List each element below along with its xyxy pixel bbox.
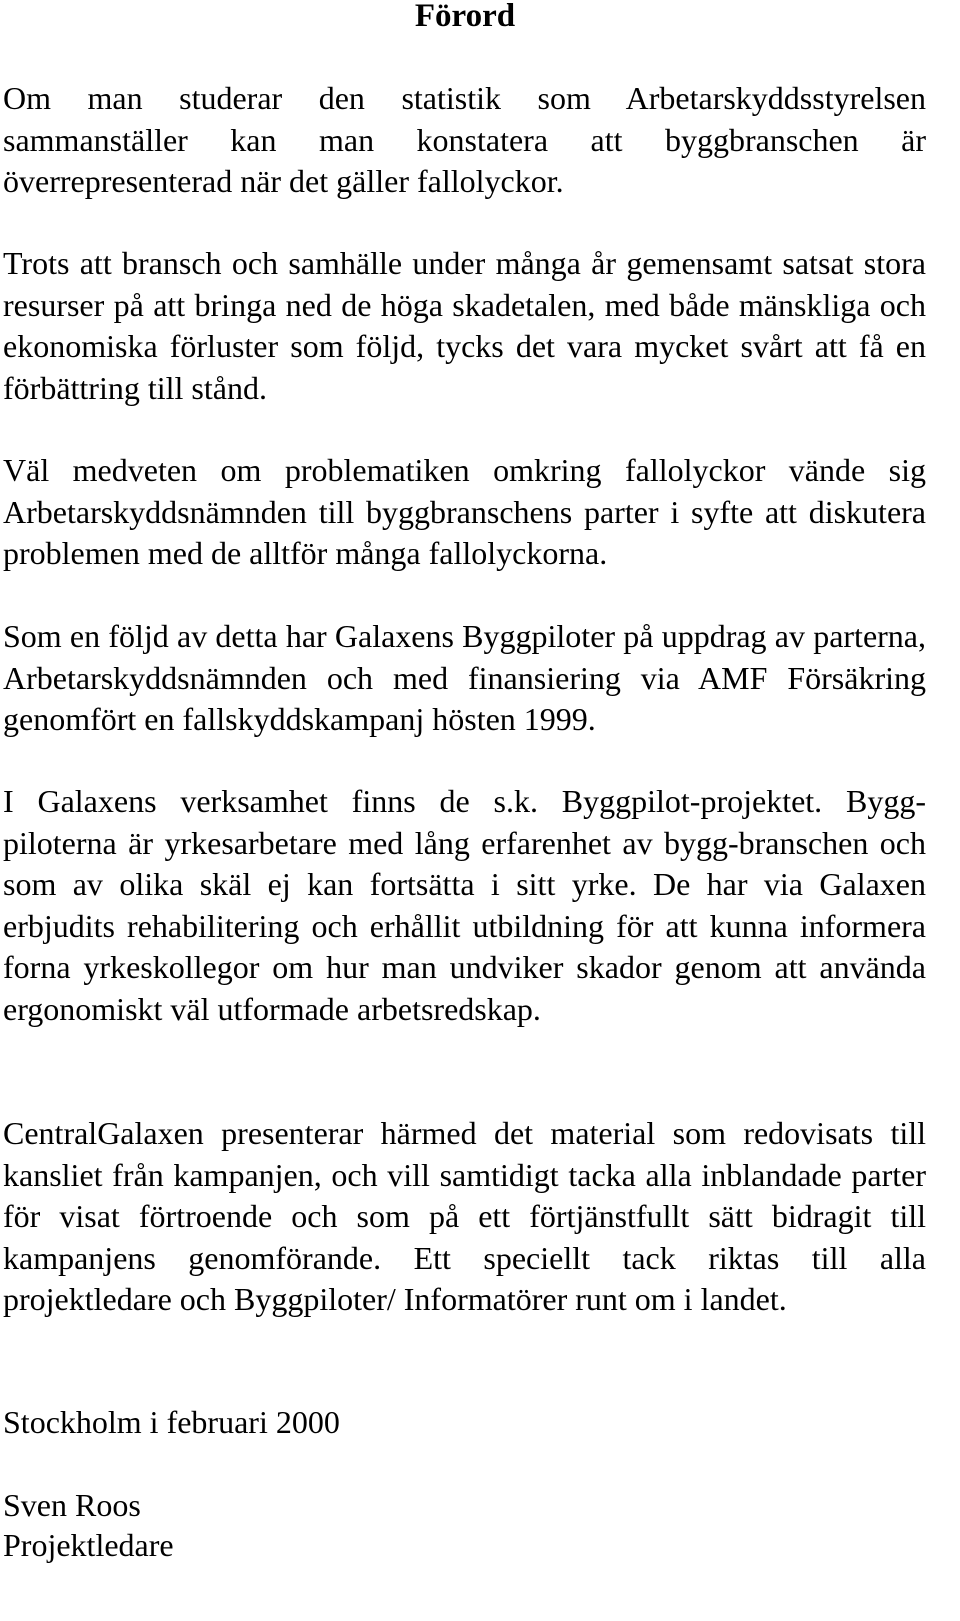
- paragraph-byggpilot: I Galaxens verksamhet finns de s.k. Byggpilot-projektet. Bygg-piloterna är yrkesarbetare med lång erfarenhet av bygg-branschen och som av olika skäl ej kan fortsätta i sitt yrke. De har via Galaxen erbjudits rehabilitering och erhållit utbildning för att kunna informera forna yrkeskollegor om hur man undviker skador genom att använda ergonomiskt väl utformade arbetsredskap.: [3, 783, 926, 1027]
- paragraph-thanks: CentralGalaxen presenterar härmed det material som redovisats till kansliet från kampanjen, och vill samtidigt tacka alla inblandade parter för visat förtroende och som på ett förtjänstfullt sätt bidragit till kampanjens genomförande. Ett speciellt tack riktas till alla projektledare och Byggpiloter/ Informatörer runt om i landet.: [3, 1115, 926, 1317]
- place-date: Stockholm i februari 2000: [3, 1404, 340, 1440]
- signature-name: Sven Roos: [3, 1487, 141, 1523]
- paragraph-statistics: Om man studerar den statistik som Arbetarskyddsstyrelsen sammanställer kan man konstatera att byggbranschen är överrepresenterad när det gäller fallolyckor.: [3, 80, 926, 199]
- paragraph-campaign: Som en följd av detta har Galaxens Byggpiloter på uppdrag av parterna, Arbetarskyddsnämnden och med finansiering via AMF Försäkring genomfört en fallskyddskampanj hösten 1999.: [3, 618, 926, 737]
- paragraph-awareness: Väl medveten om problematiken omkring fallolyckor vände sig Arbetarskyddsnämnden till byggbranschens parter i syfte att diskutera problemen med de alltför många fallolyckorna.: [3, 452, 926, 571]
- signature-role: Projektledare: [3, 1527, 174, 1563]
- page-title: Förord: [414, 0, 516, 34]
- paragraph-efforts: Trots att bransch och samhälle under många år gemensamt satsat stora resurser på att bringa ned de höga skadetalen, med både mänskliga och ekonomiska förluster som följd, tycks det vara mycket svårt att få en förbättring till stånd.: [3, 245, 926, 406]
